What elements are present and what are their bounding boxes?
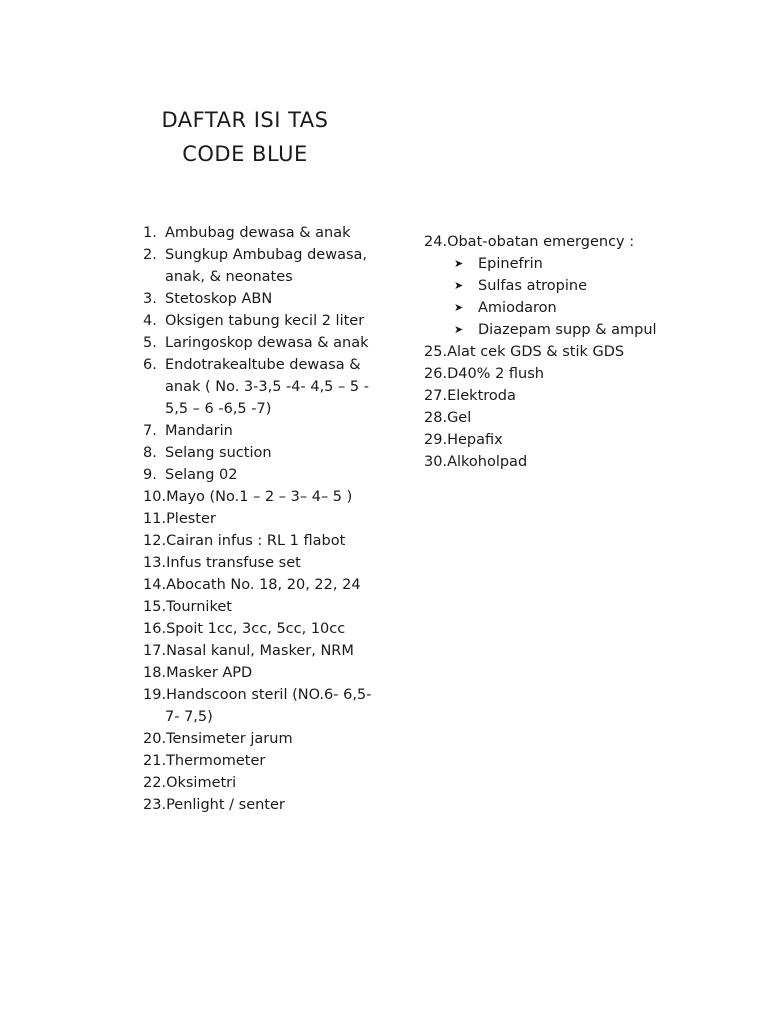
sub-list-item: ➤ Diazepam supp & ampul — [424, 319, 664, 341]
list-item: 29. Hepafix — [424, 432, 503, 448]
list-item: 17. Nasal kanul, Masker, NRM — [143, 643, 354, 659]
arrow-bullet-icon: ➤ — [454, 257, 464, 270]
list-item: 9. Selang 02 — [143, 467, 238, 483]
list-item: 19. Handscoon steril (NO.6- 6,5- — [143, 687, 372, 703]
list-item-continuation: 5,5 – 6 -6,5 -7) — [165, 401, 272, 417]
arrow-bullet-icon: ➤ — [454, 301, 464, 314]
list-item: 26. D40% 2 flush — [424, 366, 544, 382]
list-item: 2. Sungkup Ambubag dewasa, — [143, 247, 368, 263]
list-item: 14. Abocath No. 18, 20, 22, 24 — [143, 577, 361, 593]
list-item: 1. Ambubag dewasa & anak — [143, 225, 351, 241]
list-item: 11. Plester — [143, 511, 216, 527]
list-item: 13. Infus transfuse set — [143, 555, 301, 571]
list-item-continuation: 7- 7,5) — [165, 709, 213, 725]
list-item: 22. Oksimetri — [143, 775, 237, 791]
list-item: 5. Laringoskop dewasa & anak — [143, 335, 369, 351]
arrow-bullet-icon: ➤ — [454, 323, 464, 336]
left-column-list — [143, 222, 383, 816]
list-item: 30. Alkoholpad — [424, 454, 528, 470]
sub-list-item: ➤ Epinefrin — [424, 253, 664, 275]
list-item: 27. Elektroda — [424, 388, 516, 404]
list-item: 25. Alat cek GDS & stik GDS — [424, 344, 625, 360]
list-item: 7. Mandarin — [143, 423, 233, 439]
list-item: 16. Spoit 1cc, 3cc, 5cc, 10cc — [143, 621, 346, 637]
list-item: 18. Masker APD — [143, 665, 253, 681]
list-item-continuation: anak ( No. 3-3,5 -4- 4,5 – 5 - — [165, 379, 369, 395]
list-item: 23. Penlight / senter — [143, 797, 285, 813]
list-item: 28. Gel — [424, 410, 472, 426]
list-item: 4. Oksigen tabung kecil 2 liter — [143, 313, 365, 329]
list-item-continuation: anak, & neonates — [165, 269, 293, 285]
list-item: 8. Selang suction — [143, 445, 272, 461]
sub-list-item: ➤ Amiodaron — [424, 297, 664, 319]
list-item: 12. Cairan infus : RL 1 flabot — [143, 533, 346, 549]
list-item: 6. Endotrakealtube dewasa & — [143, 357, 361, 373]
list-item: 15. Tourniket — [143, 599, 232, 615]
arrow-bullet-icon: ➤ — [454, 279, 464, 292]
list-item: 3. Stetoskop ABN — [143, 291, 273, 307]
page-subtitle: CODE BLUE — [182, 142, 308, 166]
sub-list-item: ➤ Sulfas atropine — [424, 275, 664, 297]
list-item: 20. Tensimeter jarum — [143, 731, 293, 747]
list-item: 24. Obat-obatan emergency : — [424, 234, 635, 250]
page-title: DAFTAR ISI TAS — [161, 108, 329, 132]
right-column-list — [424, 231, 664, 473]
list-item: 10. Mayo (No.1 – 2 – 3– 4– 5 ) — [143, 489, 353, 505]
list-item: 21. Thermometer — [143, 753, 266, 769]
